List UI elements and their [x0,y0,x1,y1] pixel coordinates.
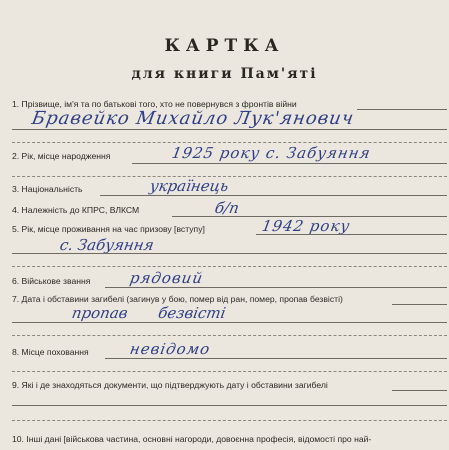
field-9-label: 9. Які і де знаходяться документи, що підтверджують дату і обставини загибелі [12,380,328,390]
field-5-value: 1942 року [260,217,352,235]
field-1-extra-line [12,142,447,143]
field-1-value-line [12,129,447,130]
field-9-extra-line [12,420,447,421]
field-5-line-2 [12,253,447,254]
field-6-value: рядовий [128,269,205,287]
field-3-value: українець [148,177,230,195]
field-7-label-underline [392,304,447,305]
field-4-label: 4. Належність до КПРС, ВЛКСМ [12,205,140,215]
field-10-label: 10. Інші дані [військова частина, основні нагороди, довоєнна професія, відомості про най- [12,434,372,444]
field-8-line [105,358,447,359]
field-5-label: 5. Рік, місце проживання на час призову [вступу] [12,224,205,234]
field-7-label: 7. Дата і обставини загибелі (загинув у бою, помер від ран, помер, пропав безвісті) [12,294,343,304]
field-5-extra-line [12,266,447,267]
field-3-label: 3. Національність [12,184,83,194]
field-5-line [256,234,447,235]
field-7-extra-line [12,335,447,336]
field-7-line [12,322,447,323]
field-8-extra-line [12,371,447,372]
card-subtitle: для книги Пам'яті [131,66,318,82]
field-3-line [100,195,447,196]
field-2-label: 2. Рік, місце народження [12,151,111,161]
field-1-value: Бравейко Михайло Лук'янович [30,108,356,129]
field-6-label: 6. Військове звання [12,276,91,286]
field-4-value: б/п [213,199,241,217]
field-2-value: 1925 року с. Забуяння [170,144,373,162]
field-9-label-underline [392,390,447,391]
field-1-label-underline [357,109,447,110]
field-6-line [105,287,447,288]
field-9-line [12,405,447,406]
field-2-line [132,163,447,164]
field-1-label: 1. Прізвище, ім'я та по батькові того, хто не повернувся з фронтів війни [12,99,297,109]
field-5-value-2: с. Забуяння [58,236,156,254]
field-7-value: пропав безвісті [70,304,228,322]
field-8-label: 8. Місце поховання [12,347,89,357]
card-title: КАРТКА [164,36,285,56]
field-8-value: невідомо [128,340,212,358]
